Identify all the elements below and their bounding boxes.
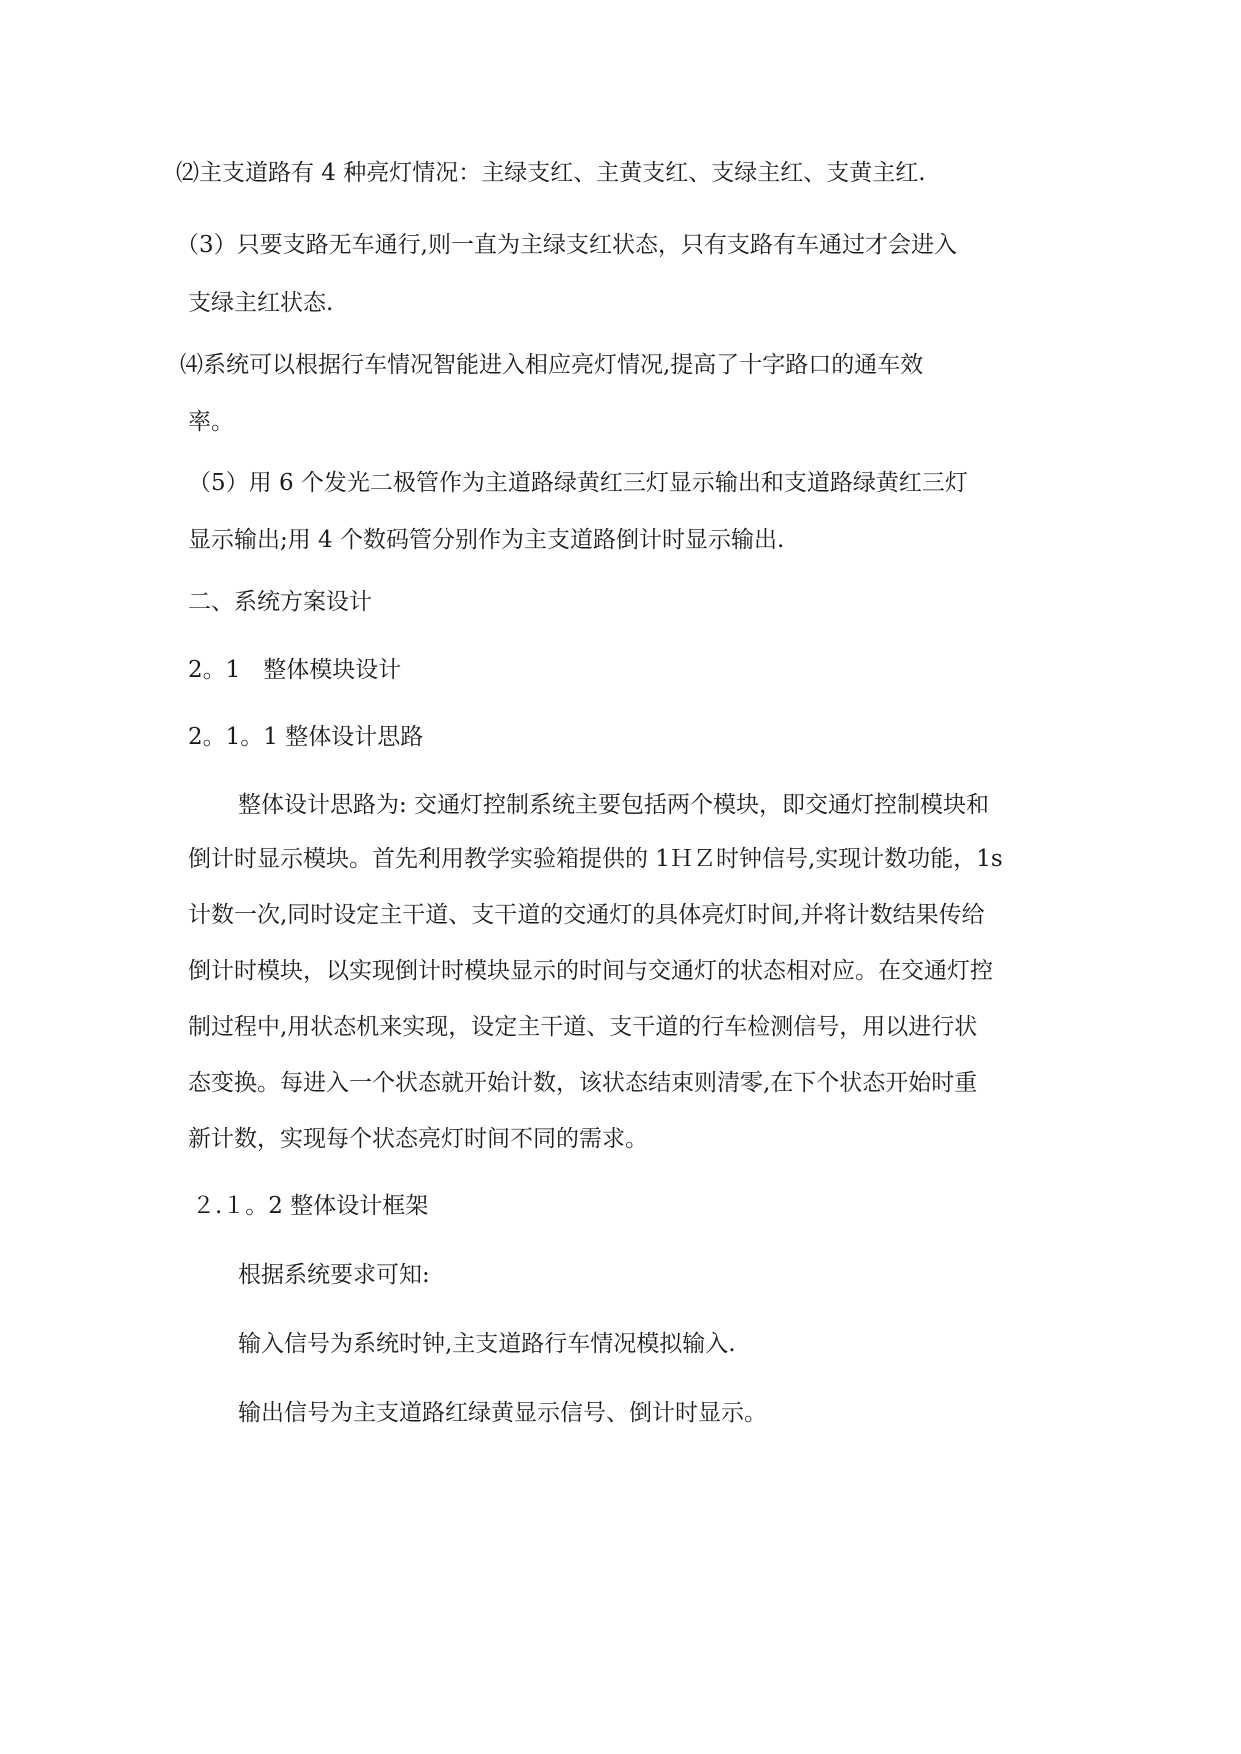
input-signal-text: 输入信号为系统时钟,主支道路行车情况模拟输入.: [238, 1331, 736, 1357]
design-paragraph-line-3: 计数一次,同时设定主干道、支干道的交通灯的具体亮灯时间,并将计数结果传给: [188, 902, 985, 928]
section-heading-2: 二、系统方案设计: [188, 589, 372, 615]
list-item-5-line-1: （5）用 6 个发光二极管作为主道路绿黄红三灯显示输出和支道路绿黄红三灯: [188, 470, 968, 496]
design-paragraph-line-2: 倒计时显示模块。首先利用教学实验箱提供的 1ＨＺ时钟信号,实现计数功能，1s: [188, 846, 1003, 872]
list-item-2: ⑵主支道路有 4 种亮灯情况：主绿支红、主黄支红、支绿主红、支黄主红.: [176, 160, 926, 186]
list-item-5-line-2: 显示输出;用 4 个数码管分别作为主支道路倒计时显示输出.: [188, 527, 785, 553]
output-signal-text: 输出信号为主支道路红绿黄显示信号、倒计时显示。: [238, 1400, 767, 1426]
design-paragraph-line-6: 态变换。每进入一个状态就开始计数，该状态结束则清零,在下个状态开始时重: [188, 1070, 978, 1096]
design-paragraph-line-7: 新计数，实现每个状态亮灯时间不同的需求。: [188, 1126, 648, 1152]
section-heading-2-1-1: 2。1。1 整体设计思路: [188, 724, 424, 750]
section-heading-2-1-2: ２.１。2 整体设计框架: [192, 1193, 429, 1219]
design-paragraph-line-4: 倒计时模块，以实现倒计时模块显示的时间与交通灯的状态相对应。在交通灯控: [188, 958, 993, 984]
list-item-3-line-2: 支绿主红状态.: [188, 290, 334, 316]
requirement-intro: 根据系统要求可知:: [238, 1262, 430, 1288]
design-paragraph-line-1: 整体设计思路为: 交通灯控制系统主要包括两个模块，即交通灯控制模块和: [238, 792, 990, 818]
list-item-4-line-2: 率。: [188, 409, 234, 435]
section-heading-2-1: 2。1 整体模块设计: [188, 657, 402, 683]
list-item-3-line-1: （3）只要支路无车通行,则一直为主绿支红状态，只有支路有车通过才会进入: [176, 232, 957, 258]
list-item-4-line-1: ⑷系统可以根据行车情况智能进入相应亮灯情况,提高了十字路口的通车效: [180, 352, 924, 378]
design-paragraph-line-5: 制过程中,用状态机来实现，设定主干道、支干道的行车检测信号，用以进行状: [188, 1014, 978, 1040]
